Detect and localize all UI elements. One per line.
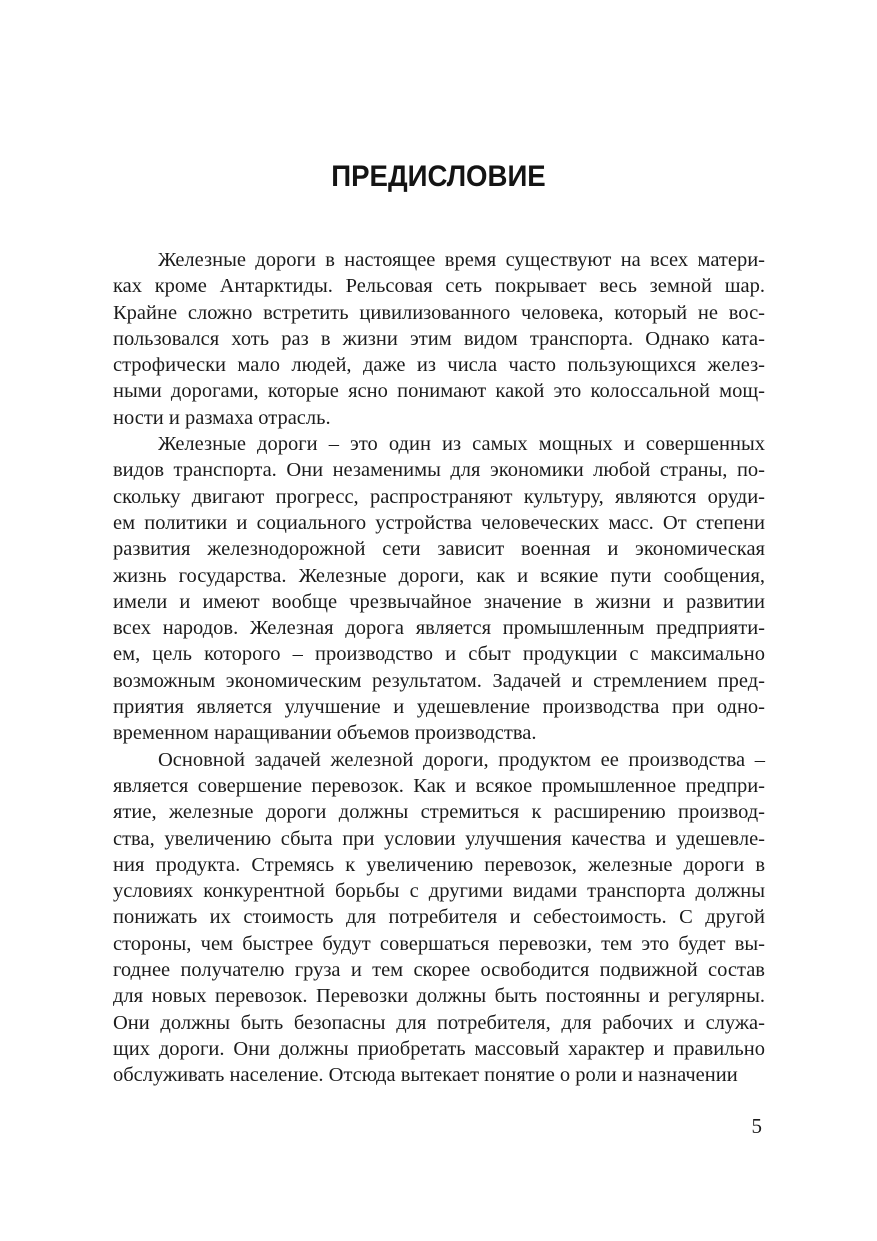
text-line: скольку двигают прогресс, распространяют культуру, являются оруди- — [113, 485, 765, 508]
page-number: 5 — [751, 1114, 762, 1138]
text-line: временном наращивании объемов производства. — [113, 722, 537, 745]
text-line: Основной задачей железной дороги, продуктом ее производства – — [158, 748, 765, 771]
text-line: ства, увеличению сбыта при условии улучшения качества и удешевле- — [113, 827, 765, 850]
paragraph — [113, 747, 765, 1089]
text-line: ятие, железные дороги должны стремиться к расширению производ- — [113, 801, 765, 824]
text-line: стороны, чем быстрее будут совершаться перевозки, тем это будет вы- — [113, 932, 765, 955]
text-line: Железные дороги в настоящее время существуют на всех матери- — [158, 249, 765, 271]
text-line: ными дорогами, которые ясно понимают какой это колоссальной мощ- — [113, 380, 765, 403]
text-line: ем политики и социального устройства человеческих масс. От степени — [113, 511, 765, 534]
text-line: годнее получателю груза и тем скорее освободится подвижной состав — [113, 959, 765, 982]
text-line: Крайне сложно встретить цивилизованного человека, который не вос- — [113, 301, 765, 324]
text-line: понижать их стоимость для потребителя и себестоимость. С другой — [113, 906, 765, 929]
text-line: всех народов. Железная дорога является промышленным предприяти- — [113, 617, 765, 640]
text-line: Железные дороги – это один из самых мощных и совершенных — [158, 433, 765, 456]
text-line: щих дороги. Они должны приобретать массовый характер и правильно — [113, 1037, 765, 1060]
text-line: для новых перевозок. Перевозки должны быть постоянны и регулярны. — [113, 985, 765, 1008]
text-line: является совершение перевозок. Как и всякое промышленное предпри- — [113, 774, 765, 797]
text-line: условиях конкурентной борьбы с другими видами транспорта должны — [113, 880, 765, 903]
text-line: ках кроме Антарктиды. Рельсовая сеть покрывает весь земной шар. — [113, 275, 765, 298]
paragraph — [113, 431, 765, 747]
text-line: жизнь государства. Железные дороги, как и всякие пути сообщения, — [113, 564, 765, 587]
text-line: ния продукта. Стремясь к увеличению перевозок, железные дороги в — [113, 853, 765, 876]
text-line: обслуживать население. Отсюда вытекает понятие о роли и назначении — [113, 1064, 738, 1087]
text-line: развития железнодорожной сети зависит военная и экономическая — [113, 538, 765, 561]
paragraph — [113, 247, 765, 431]
text-line: возможным экономическим результатом. Задачей и стремлением пред- — [113, 669, 765, 692]
text-line: строфически мало людей, даже из числа часто пользующихся желез- — [113, 354, 765, 377]
page-title: ПРЕДИСЛОВИЕ — [331, 160, 546, 193]
text-line: видов транспорта. Они незаменимы для экономики любой страны, по- — [113, 459, 765, 482]
text-line: пользовался хоть раз в жизни этим видом транспорта. Однако ката- — [113, 327, 765, 350]
text-line: Они должны быть безопасны для потребителя, для рабочих и служа- — [113, 1011, 765, 1034]
text-line: ности и размаха отрасль. — [113, 406, 331, 429]
text-line: имели и имеют вообще чрезвычайное значение в жизни и развитии — [113, 590, 765, 613]
body-text — [113, 247, 765, 1089]
text-line: приятия является улучшение и удешевление производства при одно- — [113, 696, 765, 719]
text-line: ем, цель которого – производство и сбыт продукции с максимально — [113, 643, 765, 666]
